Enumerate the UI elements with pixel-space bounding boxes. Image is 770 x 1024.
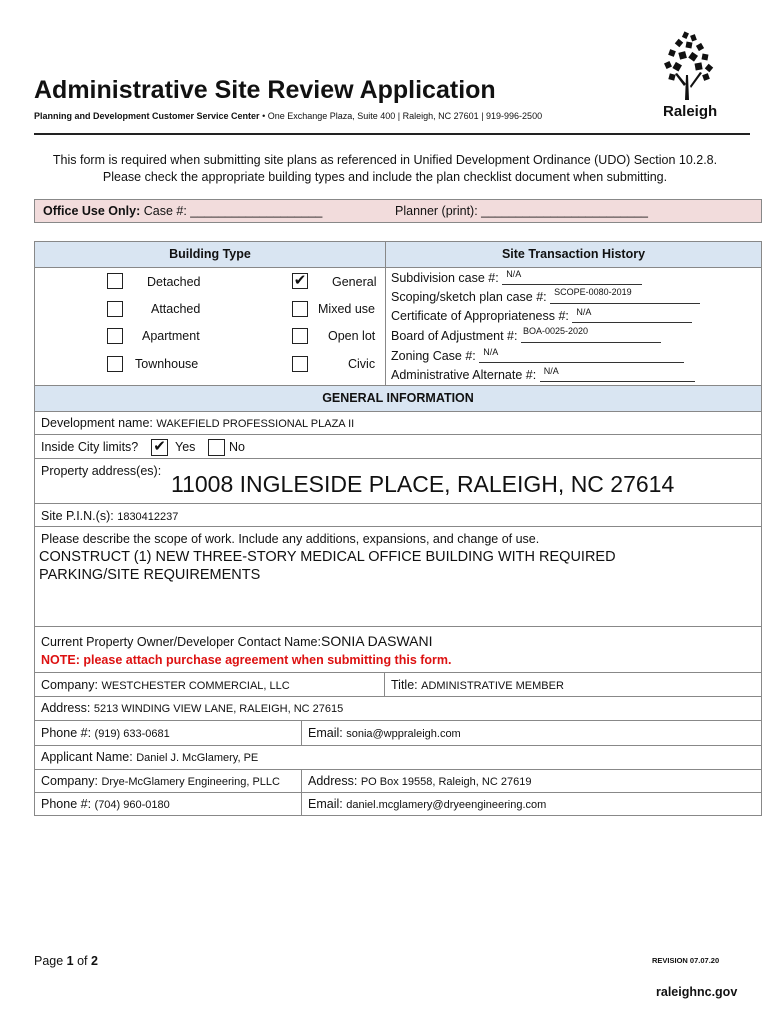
mixed-use-label: Mixed use bbox=[318, 302, 375, 316]
detached-checkbox[interactable] bbox=[107, 273, 123, 289]
open-lot-checkbox[interactable] bbox=[292, 328, 308, 344]
logo-wordmark: Raleigh bbox=[663, 103, 718, 120]
scoping-case-field[interactable]: Scoping/sketch plan case #: SCOPE-0080-2019 bbox=[391, 290, 700, 304]
appropriateness-field[interactable]: Certificate of Appropriateness #: N/A bbox=[391, 309, 692, 323]
site-history-header: Site Transaction History bbox=[386, 242, 761, 267]
mixed-use-checkbox[interactable] bbox=[292, 301, 308, 317]
attached-checkbox[interactable] bbox=[107, 301, 123, 317]
city-limits-label: Inside City limits? bbox=[41, 440, 139, 454]
scope-of-work-label: Please describe the scope of work. Include any additions, expansions, and change of use. bbox=[41, 532, 540, 546]
building-type-header: Building Type bbox=[35, 242, 385, 267]
detached-label: Detached bbox=[147, 275, 201, 289]
purchase-agreement-note: NOTE: please attach purchase agreement when submitting this form. bbox=[41, 653, 452, 667]
page-number: Page 1 of 2 bbox=[34, 954, 98, 968]
apartment-checkbox[interactable] bbox=[107, 328, 123, 344]
intro-text: This form is required when submitting site plans as referenced in Unified Development Ordinance (UDO) Section 10.2.8. Please check the appropriate building types and include the plan checklist document when submitting. bbox=[52, 153, 718, 184]
city-limits-no-label: No bbox=[229, 440, 245, 454]
townhouse-label: Townhouse bbox=[135, 357, 199, 371]
applicant-email-field[interactable]: Email: daniel.mcglamery@dryeengineering.com bbox=[308, 797, 547, 811]
apartment-label: Apartment bbox=[142, 329, 200, 343]
open-lot-label: Open lot bbox=[328, 329, 376, 343]
development-name-field[interactable]: Development name: WAKEFIELD PROFESSIONAL PLAZA II bbox=[41, 416, 355, 430]
city-limits-yes-label: Yes bbox=[175, 440, 196, 454]
general-checkbox[interactable] bbox=[292, 273, 308, 289]
civic-label: Civic bbox=[348, 357, 376, 371]
property-address-value[interactable]: 11008 INGLESIDE PLACE, RALEIGH, NC 27614 bbox=[171, 471, 675, 497]
applicant-address-field[interactable]: Address: PO Box 19558, Raleigh, NC 27619 bbox=[308, 774, 532, 788]
page-subtitle: Planning and Development Customer Service Center • One Exchange Plaza, Suite 400 | Raleigh, NC 27601 | 919-996-2500 bbox=[34, 111, 543, 121]
header-divider bbox=[34, 133, 750, 135]
attached-label: Attached bbox=[151, 302, 201, 316]
general-label: General bbox=[332, 275, 377, 289]
city-limits-no-checkbox[interactable] bbox=[208, 439, 225, 456]
page-title: Administrative Site Review Application bbox=[34, 76, 496, 104]
property-address-label: Property address(es): bbox=[41, 464, 162, 478]
website-link[interactable]: raleighnc.gov bbox=[656, 985, 738, 999]
checkmark-icon: ✔ bbox=[153, 438, 166, 455]
applicant-phone-field[interactable]: Phone #: (704) 960-0180 bbox=[41, 797, 170, 811]
office-planner-label: Planner (print): ________________________ bbox=[395, 204, 648, 218]
owner-phone-field[interactable]: Phone #: (919) 633-0681 bbox=[41, 726, 170, 740]
civic-checkbox[interactable] bbox=[292, 356, 308, 372]
owner-title-field[interactable]: Title: ADMINISTRATIVE MEMBER bbox=[391, 678, 564, 692]
application-form bbox=[34, 241, 762, 816]
board-adjustment-field[interactable]: Board of Adjustment #: BOA-0025-2020 bbox=[391, 329, 661, 343]
owner-company-field[interactable]: Company: WESTCHESTER COMMERCIAL, LLC bbox=[41, 678, 290, 692]
office-case-label: Office Use Only: Case #: ___________________ bbox=[43, 204, 323, 218]
owner-address-field[interactable]: Address: 5213 WINDING VIEW LANE, RALEIGH, NC 27615 bbox=[41, 701, 344, 715]
city-limits-yes-checkbox[interactable] bbox=[151, 439, 168, 456]
office-use-bar bbox=[34, 199, 762, 223]
owner-email-field[interactable]: Email: sonia@wppraleigh.com bbox=[308, 726, 461, 740]
applicant-company-field[interactable]: Company: Drye-McGlamery Engineering, PLLC bbox=[41, 774, 280, 788]
general-info-header: GENERAL INFORMATION bbox=[35, 386, 761, 411]
owner-contact-field[interactable]: Current Property Owner/Developer Contact Name:SONIA DASWANI bbox=[41, 633, 433, 649]
zoning-case-field[interactable]: Zoning Case #: N/A bbox=[391, 349, 684, 363]
revision-label: REVISION 07.07.20 bbox=[652, 956, 720, 965]
scope-of-work-value[interactable]: CONSTRUCT (1) NEW THREE-STORY MEDICAL OFFICE BUILDING WITH REQUIRED PARKING/SITE REQUIREMENTS bbox=[39, 549, 616, 583]
townhouse-checkbox[interactable] bbox=[107, 356, 123, 372]
site-pin-field[interactable]: Site P.I.N.(s): 1830412237 bbox=[41, 509, 179, 523]
checkmark-icon: ✔ bbox=[293, 272, 307, 289]
applicant-name-field[interactable]: Applicant Name: Daniel J. McGlamery, PE bbox=[41, 750, 259, 764]
subdivision-case-field[interactable]: Subdivision case #: N/A bbox=[391, 271, 642, 285]
admin-alternate-field[interactable]: Administrative Alternate #: N/A bbox=[391, 368, 695, 382]
